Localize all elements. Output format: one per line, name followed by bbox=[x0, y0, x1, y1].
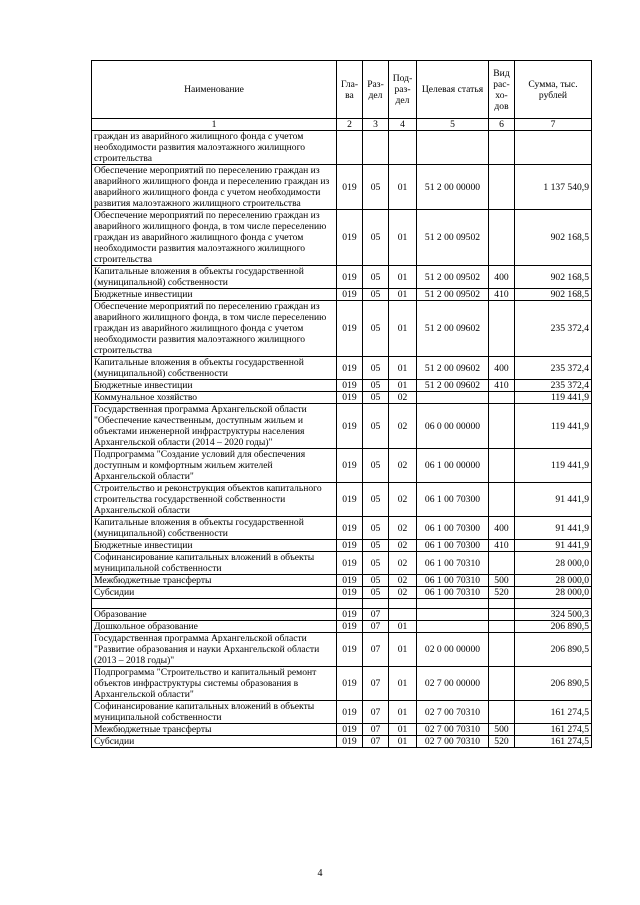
cell-amount: 91 441,9 bbox=[515, 540, 592, 552]
cell-section: 07 bbox=[363, 701, 389, 724]
cell-amount: 91 441,9 bbox=[515, 483, 592, 517]
header-subsection: Под-раз-дел bbox=[389, 61, 417, 119]
cell-section: 05 bbox=[363, 587, 389, 599]
cell-name: Межбюджетные трансферты bbox=[92, 575, 337, 587]
cell-chapter: 019 bbox=[337, 587, 363, 599]
cell-expense-type bbox=[489, 449, 515, 483]
cell-subsection: 02 bbox=[389, 483, 417, 517]
header-name: Наименование bbox=[92, 61, 337, 119]
cell-target bbox=[417, 599, 489, 609]
table-header bbox=[92, 61, 592, 131]
cell-name: Субсидии bbox=[92, 587, 337, 599]
cell-target: 06 1 00 70300 bbox=[417, 483, 489, 517]
cell-name: Софинансирование капитальных вложений в объекты муниципальной собственности bbox=[92, 701, 337, 724]
cell-amount: 91 441,9 bbox=[515, 517, 592, 540]
cell-target: 51 2 00 00000 bbox=[417, 165, 489, 210]
cell-amount: 902 168,5 bbox=[515, 210, 592, 266]
cell-subsection: 01 bbox=[389, 633, 417, 667]
cell-name: Образование bbox=[92, 609, 337, 621]
cell-target: 06 1 00 70300 bbox=[417, 540, 489, 552]
cell-subsection: 01 bbox=[389, 724, 417, 736]
cell-target: 02 0 00 00000 bbox=[417, 633, 489, 667]
header-amount: Сумма, тыс. рублей bbox=[515, 61, 592, 119]
cell-name: Бюджетные инвестиции bbox=[92, 380, 337, 392]
cell-chapter: 019 bbox=[337, 736, 363, 748]
table-row bbox=[92, 609, 592, 621]
table-row bbox=[92, 621, 592, 633]
cell-amount: 161 274,5 bbox=[515, 701, 592, 724]
cell-subsection: 01 bbox=[389, 266, 417, 289]
cell-section: 05 bbox=[363, 357, 389, 380]
cell-target: 06 1 00 70310 bbox=[417, 587, 489, 599]
cell-target: 02 7 00 70310 bbox=[417, 724, 489, 736]
cell-chapter: 019 bbox=[337, 449, 363, 483]
cell-subsection: 02 bbox=[389, 404, 417, 449]
cell-expense-type bbox=[489, 609, 515, 621]
cell-expense-type: 520 bbox=[489, 587, 515, 599]
cell-name: граждан из аварийного жилищного фонда с учетом необходимости развития малоэтажного жилищного строительства bbox=[92, 131, 337, 165]
table-row bbox=[92, 552, 592, 575]
cell-chapter: 019 bbox=[337, 301, 363, 357]
cell-expense-type bbox=[489, 621, 515, 633]
cell-target: 06 1 00 70310 bbox=[417, 552, 489, 575]
cell-subsection: 02 bbox=[389, 575, 417, 587]
cell-subsection: 01 bbox=[389, 667, 417, 701]
cell-section: 05 bbox=[363, 266, 389, 289]
cell-amount: 324 500,3 bbox=[515, 609, 592, 621]
cell-name: Бюджетные инвестиции bbox=[92, 540, 337, 552]
cell-section: 05 bbox=[363, 289, 389, 301]
cell-target: 06 1 00 00000 bbox=[417, 449, 489, 483]
budget-table bbox=[91, 60, 592, 748]
cell-amount: 235 372,4 bbox=[515, 380, 592, 392]
cell-chapter: 019 bbox=[337, 517, 363, 540]
cell-expense-type: 410 bbox=[489, 540, 515, 552]
cell-name: Строительство и реконструкция объектов капитального строительства государственной собственности Архангельской области bbox=[92, 483, 337, 517]
cell-subsection: 01 bbox=[389, 210, 417, 266]
cell-target: 51 2 00 09502 bbox=[417, 210, 489, 266]
cell-chapter bbox=[337, 599, 363, 609]
cell-chapter: 019 bbox=[337, 609, 363, 621]
table-body bbox=[92, 131, 592, 748]
table-row bbox=[92, 266, 592, 289]
cell-target bbox=[417, 621, 489, 633]
cell-target: 51 2 00 09602 bbox=[417, 380, 489, 392]
cell-chapter: 019 bbox=[337, 210, 363, 266]
cell-expense-type bbox=[489, 131, 515, 165]
table-row bbox=[92, 575, 592, 587]
table-row bbox=[92, 392, 592, 404]
cell-amount bbox=[515, 599, 592, 609]
cell-section: 05 bbox=[363, 380, 389, 392]
cell-expense-type bbox=[489, 599, 515, 609]
cell-subsection: 01 bbox=[389, 621, 417, 633]
header-expense-type: Вид рас-хо-дов bbox=[489, 61, 515, 119]
table-row bbox=[92, 131, 592, 165]
cell-name: Государственная программа Архангельской области "Обеспечение качественным, доступным жильем и объектами инженерной инфраструктуры населения Архангельской области (2014 – 2020 годы)" bbox=[92, 404, 337, 449]
table-row bbox=[92, 483, 592, 517]
cell-section: 07 bbox=[363, 633, 389, 667]
cell-amount: 206 890,5 bbox=[515, 621, 592, 633]
cell-subsection bbox=[389, 609, 417, 621]
cell-subsection: 01 bbox=[389, 357, 417, 380]
cell-subsection: 02 bbox=[389, 517, 417, 540]
cell-section: 05 bbox=[363, 517, 389, 540]
cell-amount: 119 441,9 bbox=[515, 404, 592, 449]
cell-name: Обеспечение мероприятий по переселению граждан из аварийного жилищного фонда, в том числе переселению граждан из аварийного жилищного фонда с учетом необходимости развития малоэтажного жилищного строительства bbox=[92, 210, 337, 266]
table-row bbox=[92, 667, 592, 701]
cell-subsection: 02 bbox=[389, 449, 417, 483]
cell-target: 51 2 00 09502 bbox=[417, 289, 489, 301]
cell-expense-type: 410 bbox=[489, 289, 515, 301]
cell-section: 05 bbox=[363, 404, 389, 449]
cell-chapter: 019 bbox=[337, 552, 363, 575]
cell-subsection: 02 bbox=[389, 392, 417, 404]
cell-chapter: 019 bbox=[337, 392, 363, 404]
cell-target: 51 2 00 09602 bbox=[417, 301, 489, 357]
cell-section: 05 bbox=[363, 165, 389, 210]
cell-expense-type: 500 bbox=[489, 575, 515, 587]
cell-expense-type bbox=[489, 404, 515, 449]
cell-expense-type bbox=[489, 165, 515, 210]
column-number-row bbox=[92, 119, 592, 131]
table-row bbox=[92, 449, 592, 483]
cell-chapter: 019 bbox=[337, 357, 363, 380]
cell-subsection: 02 bbox=[389, 540, 417, 552]
cell-amount: 235 372,4 bbox=[515, 301, 592, 357]
table-row bbox=[92, 380, 592, 392]
column-number: 7 bbox=[515, 119, 592, 131]
cell-section: 05 bbox=[363, 483, 389, 517]
cell-target: 02 7 00 00000 bbox=[417, 667, 489, 701]
cell-subsection: 01 bbox=[389, 165, 417, 210]
cell-subsection bbox=[389, 599, 417, 609]
table-row bbox=[92, 724, 592, 736]
cell-section: 07 bbox=[363, 736, 389, 748]
cell-name: Подпрограмма "Создание условий для обеспечения доступным и комфортным жильем жителей Архангельской области" bbox=[92, 449, 337, 483]
cell-chapter: 019 bbox=[337, 289, 363, 301]
cell-target: 51 2 00 09602 bbox=[417, 357, 489, 380]
cell-amount: 28 000,0 bbox=[515, 575, 592, 587]
cell-expense-type bbox=[489, 392, 515, 404]
header-chapter: Гла-ва bbox=[337, 61, 363, 119]
cell-amount: 902 168,5 bbox=[515, 266, 592, 289]
table-row bbox=[92, 599, 592, 609]
cell-subsection: 02 bbox=[389, 587, 417, 599]
cell-target bbox=[417, 609, 489, 621]
cell-subsection: 01 bbox=[389, 701, 417, 724]
column-number: 1 bbox=[92, 119, 337, 131]
cell-amount: 161 274,5 bbox=[515, 736, 592, 748]
cell-expense-type: 500 bbox=[489, 724, 515, 736]
cell-chapter: 019 bbox=[337, 483, 363, 517]
cell-section: 07 bbox=[363, 609, 389, 621]
cell-subsection: 01 bbox=[389, 736, 417, 748]
cell-expense-type: 400 bbox=[489, 517, 515, 540]
cell-name: Дошкольное образование bbox=[92, 621, 337, 633]
cell-section: 05 bbox=[363, 540, 389, 552]
cell-section: 05 bbox=[363, 210, 389, 266]
cell-amount: 902 168,5 bbox=[515, 289, 592, 301]
cell-expense-type: 520 bbox=[489, 736, 515, 748]
cell-name: Капитальные вложения в объекты государственной (муниципальной) собственности bbox=[92, 517, 337, 540]
cell-target: 06 1 00 70300 bbox=[417, 517, 489, 540]
cell-name: Капитальные вложения в объекты государственной (муниципальной) собственности bbox=[92, 266, 337, 289]
column-number: 6 bbox=[489, 119, 515, 131]
cell-target: 02 7 00 70310 bbox=[417, 701, 489, 724]
cell-chapter: 019 bbox=[337, 724, 363, 736]
cell-chapter: 019 bbox=[337, 633, 363, 667]
column-number: 3 bbox=[363, 119, 389, 131]
cell-section: 07 bbox=[363, 621, 389, 633]
cell-target: 51 2 00 09502 bbox=[417, 266, 489, 289]
cell-name: Подпрограмма "Строительство и капитальный ремонт объектов инфраструктуры системы образования в Архангельской области" bbox=[92, 667, 337, 701]
column-number: 2 bbox=[337, 119, 363, 131]
cell-amount: 206 890,5 bbox=[515, 633, 592, 667]
cell-subsection: 02 bbox=[389, 552, 417, 575]
cell-name bbox=[92, 599, 337, 609]
cell-chapter: 019 bbox=[337, 701, 363, 724]
cell-expense-type bbox=[489, 667, 515, 701]
column-number: 4 bbox=[389, 119, 417, 131]
table-row bbox=[92, 165, 592, 210]
cell-section bbox=[363, 599, 389, 609]
cell-chapter bbox=[337, 131, 363, 165]
cell-target bbox=[417, 392, 489, 404]
table-row bbox=[92, 301, 592, 357]
cell-expense-type: 400 bbox=[489, 357, 515, 380]
cell-expense-type: 400 bbox=[489, 266, 515, 289]
table-row bbox=[92, 540, 592, 552]
cell-expense-type bbox=[489, 552, 515, 575]
cell-amount: 119 441,9 bbox=[515, 392, 592, 404]
cell-chapter: 019 bbox=[337, 266, 363, 289]
cell-expense-type: 410 bbox=[489, 380, 515, 392]
table-row bbox=[92, 404, 592, 449]
cell-amount: 206 890,5 bbox=[515, 667, 592, 701]
cell-name: Коммунальное хозяйство bbox=[92, 392, 337, 404]
cell-section bbox=[363, 131, 389, 165]
cell-target: 06 0 00 00000 bbox=[417, 404, 489, 449]
header-section: Раз-дел bbox=[363, 61, 389, 119]
cell-chapter: 019 bbox=[337, 165, 363, 210]
table-row bbox=[92, 210, 592, 266]
cell-chapter: 019 bbox=[337, 667, 363, 701]
table-row bbox=[92, 357, 592, 380]
cell-expense-type bbox=[489, 701, 515, 724]
cell-name: Капитальные вложения в объекты государственной (муниципальной) собственности bbox=[92, 357, 337, 380]
table-row bbox=[92, 736, 592, 748]
cell-expense-type bbox=[489, 301, 515, 357]
cell-expense-type bbox=[489, 633, 515, 667]
header-target: Целевая статья bbox=[417, 61, 489, 119]
table-row bbox=[92, 289, 592, 301]
cell-section: 05 bbox=[363, 301, 389, 357]
table-row bbox=[92, 701, 592, 724]
cell-name: Субсидии bbox=[92, 736, 337, 748]
cell-subsection: 01 bbox=[389, 380, 417, 392]
cell-subsection bbox=[389, 131, 417, 165]
cell-name: Софинансирование капитальных вложений в объекты муниципальной собственности bbox=[92, 552, 337, 575]
cell-section: 05 bbox=[363, 552, 389, 575]
cell-target bbox=[417, 131, 489, 165]
cell-section: 07 bbox=[363, 724, 389, 736]
cell-subsection: 01 bbox=[389, 289, 417, 301]
table-row bbox=[92, 517, 592, 540]
cell-chapter: 019 bbox=[337, 621, 363, 633]
cell-name: Межбюджетные трансферты bbox=[92, 724, 337, 736]
table-row bbox=[92, 633, 592, 667]
cell-name: Обеспечение мероприятий по переселению граждан из аварийного жилищного фонда, в том числе переселению граждан из аварийного жилищного фонда с учетом необходимости развития малоэтажного жилищного строительства bbox=[92, 301, 337, 357]
cell-expense-type bbox=[489, 210, 515, 266]
cell-chapter: 019 bbox=[337, 575, 363, 587]
column-number: 5 bbox=[417, 119, 489, 131]
cell-section: 05 bbox=[363, 392, 389, 404]
cell-amount: 1 137 540,9 bbox=[515, 165, 592, 210]
cell-amount: 161 274,5 bbox=[515, 724, 592, 736]
cell-amount: 28 000,0 bbox=[515, 587, 592, 599]
page-number: 4 bbox=[317, 868, 323, 879]
cell-target: 06 1 00 70310 bbox=[417, 575, 489, 587]
table-row bbox=[92, 587, 592, 599]
cell-chapter: 019 bbox=[337, 380, 363, 392]
cell-amount: 119 441,9 bbox=[515, 449, 592, 483]
cell-name: Государственная программа Архангельской области "Развитие образования и науки Архангельской области (2013 – 2018 годы)" bbox=[92, 633, 337, 667]
cell-amount: 28 000,0 bbox=[515, 552, 592, 575]
cell-amount: 235 372,4 bbox=[515, 357, 592, 380]
cell-name: Бюджетные инвестиции bbox=[92, 289, 337, 301]
cell-section: 05 bbox=[363, 575, 389, 587]
cell-expense-type bbox=[489, 483, 515, 517]
cell-chapter: 019 bbox=[337, 404, 363, 449]
cell-section: 07 bbox=[363, 667, 389, 701]
cell-amount bbox=[515, 131, 592, 165]
cell-target: 02 7 00 70310 bbox=[417, 736, 489, 748]
cell-subsection: 01 bbox=[389, 301, 417, 357]
cell-section: 05 bbox=[363, 449, 389, 483]
cell-name: Обеспечение мероприятий по переселению граждан из аварийного жилищного фонда и переселению граждан из аварийного жилищного фонда с учетом необходимости развития малоэтажного жилищного строительства bbox=[92, 165, 337, 210]
cell-chapter: 019 bbox=[337, 540, 363, 552]
